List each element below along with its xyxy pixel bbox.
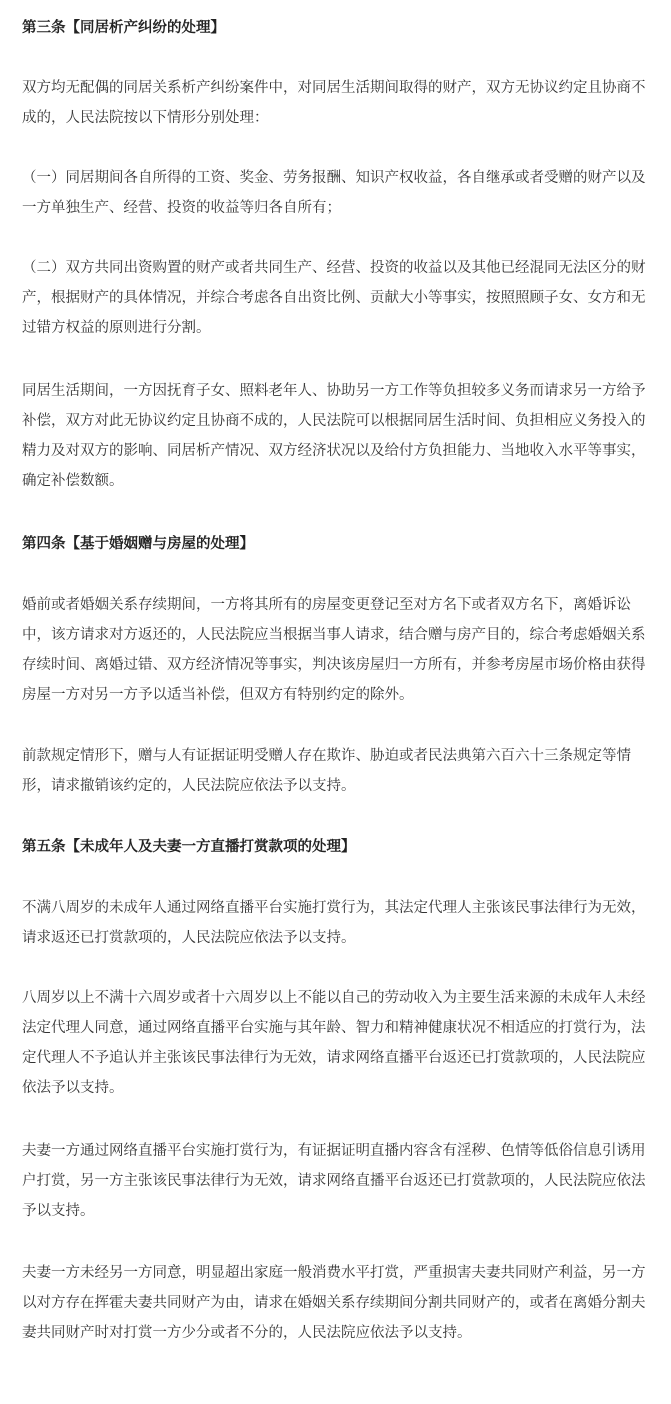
article-3-para-3: 同居生活期间，一方因抚育子女、照料老年人、协助另一方工作等负担较多义务而请求另一方给予补偿，双方对此无协议约定且协商不成的，人民法院可以根据同居生活时间、负担相应义务投入的精力及对双方的影响、同居析产情况、双方经济状况以及给付方负担能力、当地收入水平等事实，确定补偿数额。	[22, 383, 646, 489]
article-3-intro: 双方均无配偶的同居关系析产纠纷案件中，对同居生活期间取得的财产，双方无协议约定且协商不成的，人民法院按以下情形分别处理：	[22, 80, 646, 126]
article-5-para-3: 夫妻一方通过网络直播平台实施打赏行为，有证据证明直播内容含有淫秽、色情等低俗信息引诱用户打赏，另一方主张该民事法律行为无效，请求网络直播平台返还已打赏款项的，人民法院应依法予以支持。	[22, 1143, 646, 1219]
article-4-para-2: 前款规定情形下，赠与人有证据证明受赠人存在欺诈、胁迫或者民法典第六百六十三条规定等情形，请求撤销该约定的，人民法院应依法予以支持。	[22, 748, 631, 794]
article-5-para-1: 不满八周岁的未成年人通过网络直播平台实施打赏行为，其法定代理人主张该民事法律行为无效，请求返还已打赏款项的，人民法院应依法予以支持。	[22, 900, 646, 946]
article-4-para-1: 婚前或者婚姻关系存续期间，一方将其所有的房屋变更登记至对方名下或者双方名下，离婚诉讼中，该方请求对方返还的，人民法院应当根据当事人请求，结合赠与房产目的，综合考虑婚姻关系存续时间、离婚过错、双方经济情况等事实，判决该房屋归一方所有，并参考房屋市场价格由获得房屋一方对另一方予以适当补偿，但双方有特别约定的除外。	[22, 597, 646, 703]
article-3-item-1: （一）同居期间各自所得的工资、奖金、劳务报酬、知识产权收益，各自继承或者受赠的财产以及一方单独生产、经营、投资的收益等归各自所有；	[22, 170, 646, 216]
article-5-heading: 第五条【未成年人及夫妻一方直播打赏款项的处理】	[22, 839, 356, 855]
article-3-item-2: （二）双方共同出资购置的财产或者共同生产、经营、投资的收益以及其他已经混同无法区分的财产，根据财产的具体情况，并综合考虑各自出资比例、贡献大小等事实，按照照顾子女、女方和无过错方权益的原则进行分割。	[22, 260, 646, 336]
article-3-heading: 第三条【同居析产纠纷的处理】	[22, 20, 225, 36]
article-5-para-4: 夫妻一方未经另一方同意，明显超出家庭一般消费水平打赏，严重损害夫妻共同财产利益，另一方以对方存在挥霍夫妻共同财产为由，请求在婚姻关系存续期间分割共同财产的，或者在离婚分割夫妻共同财产时对打赏一方少分或者不分的，人民法院应依法予以支持。	[22, 1265, 646, 1341]
article-4-heading: 第四条【基于婚姻赠与房屋的处理】	[22, 536, 254, 552]
article-5-para-2: 八周岁以上不满十六周岁或者十六周岁以上不能以自己的劳动收入为主要生活来源的未成年人未经法定代理人同意，通过网络直播平台实施与其年龄、智力和精神健康状况不相适应的打赏行为，法定代理人不予追认并主张该民事法律行为无效，请求网络直播平台返还已打赏款项的，人民法院应依法予以支持。	[22, 990, 646, 1096]
